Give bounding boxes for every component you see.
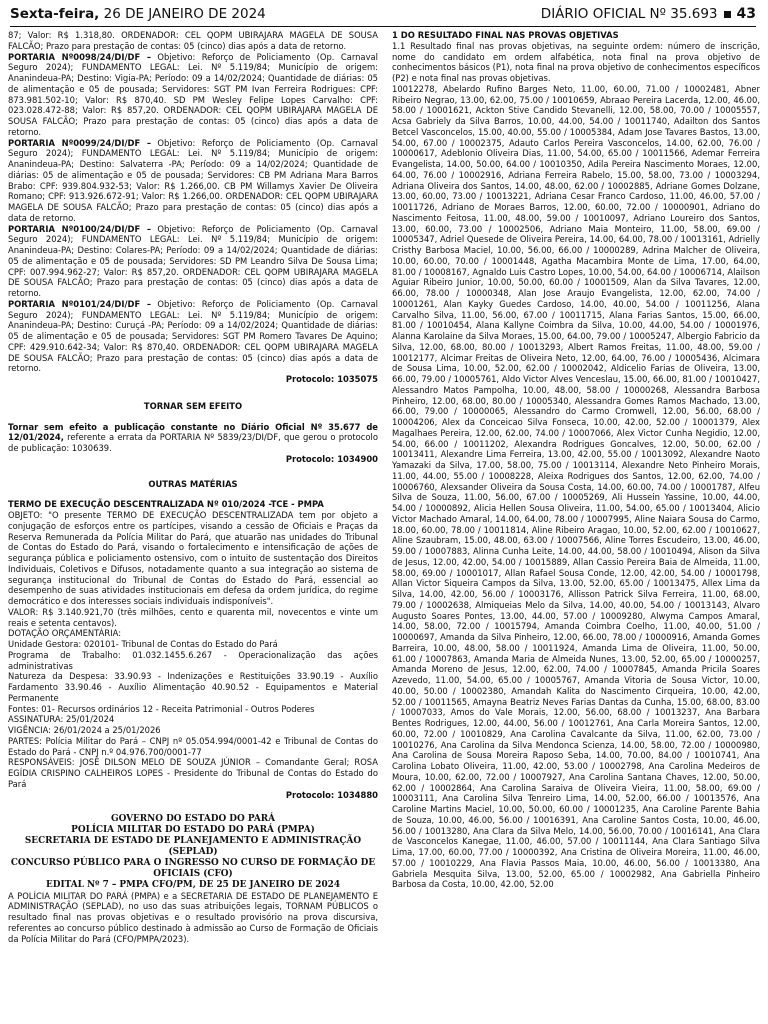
termo-valor: VALOR: R$ 3.140.921,70 (três milhões, cento e quarenta mil, novecentos e vinte um reais e setenta centavos). bbox=[8, 606, 378, 628]
header-journal: DIÁRIO OFICIAL Nº 35.693 bbox=[540, 6, 718, 22]
termo-natureza: Natureza da Despesa: 33.90.93 - Indenizações e Restituições 33.90.19 - Auxílio Fardamento 33.90.46 - Auxílio Alimentação 40.90.52 - Equipamentos e Material Permanente bbox=[8, 671, 378, 703]
edital-body: A POLÍCIA MILITAR DO PARÁ (PMPA) e a SECRETARIA DE ESTADO DE PLANEJAMENTO E ADMINISTRAÇÃO (SEPLAD), no uso das suas atribuições legais, TORNAM PÚBLICOS o resultado final nas provas objetivas e o resultado provisório na prova discursiva, referentes ao concurso público destinado à admissão ao Curso de Formação de Oficiais da Polícia Militar do Pará (CFO/PMPA/2023). bbox=[8, 890, 378, 944]
header-date-text: 26 DE JANEIRO DE 2024 bbox=[99, 6, 266, 22]
portaria-title: PORTARIA Nº0098/24/DI/DF – bbox=[8, 51, 152, 62]
gov-heading-2: POLÍCIA MILITAR DO ESTADO DO PARÁ (PMPA) bbox=[71, 825, 315, 836]
termo-partes: PARTES: Polícia Militar do Pará – CNPJ nº 05.054.994/0001-42 e Tribunal de Contas do Estado do Pará - CNPJ n.º 04.976.700/0001-77 bbox=[8, 735, 378, 757]
portaria-body: Objetivo: Reforço de Policiamento (Op. Carnaval Seguro 2024); FUNDAMENTO LEGAL: Lei. Nº 5.119/84; Município de origem: Ananindeua-PA; Destino: Vigia-PA; Período: 09 a 14/02/2024; Quantidade de diárias: 05 de alimentação e 05 de pousada; Servidores: SGT PM Ivan Ferreira Rodrigues: CPF: 873.981.502-10; Valor: R$ 870,40. SD PM Wesley Felipe Lopes Carvalho: CPF: 023.028.472-88; Valor: R$ 857,20. ORDENADOR: CEL QOPM UBIRAJARA MAGELA DE SOUSA FALCÃO; Prazo para prestação de contas: 05 (cinco) dias após a data de retorno. bbox=[8, 51, 378, 137]
portaria-body: Objetivo: Reforço de Policiamento (Op. Carnaval Seguro 2024); FUNDAMENTO LEGAL: Lei. Nº 5.119/84; Município de origem: Ananindeua-PA; Destino: Salvaterra -PA; Período: 09 a 14/02/2024; Quantidade de diárias: 05 de alimentação e 05 de pousada; Servidores: CB PM Adriana Mara Barros Brabo: CPF: 939.804.932-53; Valor: R$ 1.266,00. CB PM Willamys Xavier De Oliveira Romano; CPF: 913.926.672-91; Valor: R$ 1.266,00. ORDENADOR: CEL QOPM UBIRAJARA MAGELA DE SOUSA FALCÃO; Prazo para prestação de contas: 05 (cinco) dias após a data de retorno. bbox=[8, 137, 378, 223]
portaria-title: PORTARIA Nº0100/24/DI/DF – bbox=[8, 223, 152, 234]
section-intro: 1.1 Resultado final nas provas objetivas, na seguinte ordem: número de inscrição, nome do candidato em ordem alfabética, nota final na prova objetivo de conhecimentos básicos (P1), nota final na prova objetivo de conhecimentos específicos (P2) e nota final nas provas objetivas. bbox=[392, 40, 760, 83]
termo-vigencia: VIGÊNCIA: 26/01/2024 a 25/01/2026 bbox=[8, 725, 161, 735]
header-date bbox=[10, 6, 266, 22]
portaria-0100 bbox=[8, 224, 378, 299]
termo-assinatura: ASSINATURA: 25/01/2024 bbox=[8, 714, 115, 725]
tornar-paragraph bbox=[8, 422, 378, 454]
portaria-body: Objetivo: Reforço de Policiamento (Op. Carnaval Seguro 2024); FUNDAMENTO LEGAL: Lei. Nº 5.119/84; Município de origem: Ananindeua-PA; Destino: Colares-PA; Período: 09 a 14/02/2024; Quantidade de diárias: 05 de alimentação e 05 de pousada; Servidores: SD PM Leandro Silva De Sousa Lima; CPF: 007.994.962-27; Valor: R$ 857,20. ORDENADOR: CEL QOPM UBIRAJARA MAGELA DE SOUSA FALCÃO; Prazo para prestação de contas: 05 (cinco) dias após a data de retorno. bbox=[8, 223, 378, 298]
portaria-0101 bbox=[8, 299, 378, 374]
header-rule bbox=[10, 26, 756, 27]
header-right bbox=[541, 6, 756, 22]
gov-heading-1: GOVERNO DO ESTADO DO PARÁ bbox=[110, 814, 276, 825]
results-list: 10012278, Abelardo Rufino Barges Neto, 11.00, 60.00, 71.00 / 10002481, Abner Ribeiro Negrao, 13.00, 62.00, 75.00 / 10010659, Abraao Pereira Lacerda, 12.00, 46.00, 58.00 / 10001621, Ackton Stive Candido Stevanelli, 12.00, 58.00, 70.00 / 10005557, Acsa Gabriely da Silva Barros, 10.00, 44.00, 54.00 / 10011740, Adailton dos Santos Betcel Vasconcelos, 15.00, 40.00, 55.00 / 10005384, Adam Jose Tavares Bastos, 13.00, 54.00, 67.00 / 10002375, Adauto Carlos Pereira Vasconcelos, 14.00, 62.00, 76.00 / 10000617, Adeblonio Oliveira Dias, 11.00, 54.00, 65.00 / 10011566, Ademar Ferreira Evangelista, 14.00, 50.00, 64.00 / 10010350, Adila Pereira Nascimento Moraes, 12.00, 64.00, 76.00 / 10002916, Adriana Ferreira Rabelo, 15.00, 58.00, 73.00 / 10003294, Adriana Oliveira dos Santos, 14.00, 48.00, 62.00 / 10002885, Adriane Gomes Dolzane, 13.00, 60.00, 73.00 / 10013221, Adriana Cesar Franco Cardoso, 11.00, 46.00, 57.00 / 10011726, Adriano de Moraes Barros, 12.00, 60.00, 72.00 / 10000901, Adriano do Nascimento Feitosa, 11.00, 48.00, 59.00 / 10010097, Adriano Loureiro dos Santos, 13.00, 60.00, 73.00 / 10002506, Adriano Maia Monteiro, 11.00, 58.00, 69.00 / 10005347, Adriel Quesede de Oliveira Pereira, 14.00, 64.00, 78.00 / 10013161, Adrielly Cristhy Barbosa Maciel, 10.00, 56.00, 66.00 / 10000289, Adrina Malcher de Oliveira, 10.00, 60.00, 70.00 / 10001448, Agatha Macambira Monte de Lima, 17.00, 64.00, 81.00 / 10008167, Agnaldo Luis Castro Lopes, 10.00, 54.00, 64.00 / 10006714, Alailson Aguiar Ribeiro Junior, 10.00, 50.00, 60.00 / 10001509, Alan da Silva Tavares, 12.00, 66.00, 78.00 / 10000348, Alan Jose Araujo Evangelista, 12.00, 62.00, 74.00 / 10001261, Alan Kayky Guedes Cardoso, 14.00, 40.00, 54.00 / 10011256, Alana Carvalho Silva, 11.00, 56.00, 67.00 / 10011715, Alana Farias Santos, 15.00, 66.00, 81.00 / 10010454, Alana Kallyne Coimbra da Silva, 10.00, 44.00, 54.00 / 10001976, Alanna Karolaine da Silva Moraes, 15.00, 64.00, 79.00 / 10005247, Albergio Fabricio da Silva, 12.00, 68.00, 80.00 / 10013293, Albert Ramos Freitas, 11.00, 48.00, 59.00 / 10012177, Alcimar Freitas de Oliveira Neto, 12.00, 64.00, 76.00 / 10005436, Alcimara de Sousa Lima, 10.00, 52.00, 62.00 / 10002042, Aldicelio Farias de Oliveira, 13.00, 66.00, 79.00 / 10005761, Aldo Victor Alves Venceslau, 15.00, 66.00, 81.00 / 10010427, Alessandro Matos Pampolha, 10.00, 48.00, 58.00 / 10000268, Alessandra Barbosa Pinheiro, 12.00, 68.00, 80.00 / 10005340, Alessandra Gomes Ramos Machado, 13.00, 66.00, 79.00 / 10000065, Alessandro do Carmo Cromwell, 12.00, 56.00, 68.00 / 10004206, Alex da Conceicao Silva Fonseca, 10.00, 42.00, 52.00 / 10001379, Alex Magalhaes Pereira, 12.00, 62.00, 74.00 / 10007066, Alex Victor Cunha Negidio, 12.00, 54.00, 66.00 / 10011202, Alexandra Rodrigues Goncalves, 12.00, 50.00, 62.00 / 10013411, Alexandre Lima Ferreira, 13.00, 42.00, 55.00 / 10013092, Alexandre Naoto Yamazaki da Silva, 17.00, 58.00, 75.00 / 10013114, Alexandre Neto Pinheiro Morais, 11.00, 44.00, 55.00 / 10008228, Aleixa Rodrigues dos Santos, 12.00, 62.00, 74.00 / 10006760, Alexsander Oliveira da Sousa Costa, 14.00, 60.00, 74.00 / 10001787, Alfeu Silva de Souza, 11.00, 56.00, 67.00 / 10005269, Ali Hussein Yassine, 10.00, 44.00, 54.00 / 10000892, Alicia Hellen Sousa Oliveira, 11.00, 54.00, 65.00 / 10013404, Alicio Victor Machado Amaral, 14.00, 64.00, 78.00 / 10007995, Aline Naiara Sousa do Carmo, 18.00, 60.00, 78.00 / 10011814, Aline Ribeiro Aragao, 10.00, 52.00, 62.00 / 10010627, Aline Szaubram, 15.00, 48.00, 63.00 / 10007566, Aline Torres Escudeiro, 13.00, 46.00, 59.00 / 10007883, Alinna Cunha Leite, 14.00, 44.00, 58.00 / 10010494, Alison da Silva de Jesus, 12.00, 42.00, 54.00 / 10015889, Allan Cassio Pereira Baia de Almeida, 11.00, 58.00, 69.00 / 10001017, Allan Rafael Sousa Conde, 12.00, 42.00, 54.00 / 10001798, Allan Victor Siqueira Campos da Silva, 13.00, 52.00, 65.00 / 10013475, Allex Lima da Silva, 14.00, 42.00, 56.00 / 10003176, Allisson Patrick Silva Ferreira, 11.00, 68.00, 79.00 / 10002638, Almiqueias Melo da Silva, 14.00, 40.00, 54.00 / 10013143, Alvaro Augusto Soares Pontes, 13.00, 44.00, 57.00 / 10009280, Alwyma Campos Amaral, 14.00, 58.00, 72.00 / 10015794, Amanda Coimbra Coelho, 11.00, 40.00, 51.00 / 10000697, Amanda da Silva Pinheiro, 12.00, 66.00, 78.00 / 10000916, Amanda Gomes Barreira, 10.00, 48.00, 58.00 / 10011924, Amanda Lima de Oliveira, 11.00, 50.00, 61.00 / 10007863, Amanda Maria de Almeida Nunes, 13.00, 52.00, 65.00 / 10000257, Amanda Moreno de Jesus, 12.00, 62.00, 74.00 / 10007845, Amanda Pricila Soares Azevedo, 11.00, 54.00, 65.00 / 10005767, Amanda Vitoria de Sousa Victor, 10.00, 40.00, 50.00 / 10002380, Amandah Kalita do Nascimento Cirqueira, 10.00, 42.00, 52.00 / 10011565, Amayna Beatriz Neves Farias Dantas da Cunha, 15.00, 68.00, 83.00 / 10007033, Amos do Vale Morais, 12.00, 56.00, 68.00 / 10013237, Ana Barbara Bentes Rodrigues, 12.00, 44.00, 56.00 / 10012761, Ana Carla Moreira Santos, 12.00, 60.00, 72.00 / 10010829, Ana Carolina Cavalcante da Silva, 11.00, 62.00, 73.00 / 10010276, Ana Carolina da Silva Mendonca Scienza, 14.00, 58.00, 72.00 / 10000980, Ana Carolina de Sousa Moreira Raposo Seba, 14.00, 70.00, 84.00 / 10010741, Ana Carolina Lobato Oliveira, 11.00, 42.00, 53.00 / 10002798, Ana Carolina Medeiros de Moura, 10.00, 62.00, 72.00 / 10007927, Ana Carolina Santana Chaves, 12.00, 50.00, 62.00 / 10002864, Ana Carolina Saraiva de Oliveira Vieira, 11.00, 58.00, 69.00 / 10003111, Ana Carolina Silva Tenreiro Lima, 14.00, 52.00, 66.00 / 10013576, Ana Caroline Martins Maciel, 10.00, 50.00, 60.00 / 10001235, Ana Caroline Parente Bahia de Souza, 10.00, 46.00, 56.00 / 10016391, Ana Caroline Santos Costa, 10.00, 46.00, 56.00 / 10013280, Ana Clara da Silva Melo, 14.00, 56.00, 70.00 / 10016141, Ana Clara de Vasconcelos Kanegae, 11.00, 46.00, 57.00 / 10011144, Ana Clara Santiago Silva Lima, 17.00, 60.00, 77.00 / 10000392, Ana Cristina de Oliveira Moreira, 11.00, 46.00, 57.00 / 10010229, Ana Flavia Passos Maia, 10.00, 46.00, 56.00 / 10013380, Ana Gabriela Mesquita Silva, 13.00, 52.00, 65.00 / 10002982, Ana Gabriella Pinheiro Barbosa da Costa, 10.00, 42.00, 52.00 bbox=[392, 83, 760, 890]
protocol-1: Protocolo: 1035075 bbox=[285, 374, 378, 384]
header-weekday: Sexta-feira, bbox=[10, 6, 100, 22]
portaria-tail: 87; Valor: R$ 1.318,80. ORDENADOR: CEL QOPM UBIRAJARA MAGELA DE SOUSA FALCÃO; Prazo para prestação de contas: 05 (cinco) dias após a data de retorno. bbox=[8, 30, 378, 51]
tornar-bold: Tornar sem efeito a publicação constante no Diário Oficial Nº 35.677 de 12/01/2024, bbox=[8, 421, 378, 443]
page-number: 43 bbox=[736, 6, 756, 22]
square-bullet-icon bbox=[724, 11, 731, 18]
termo-unidade: Unidade Gestora: 020101- Tribunal de Contas do Estado do Pará bbox=[8, 639, 278, 649]
portaria-title: PORTARIA Nº0101/24/DI/DF – bbox=[8, 298, 152, 309]
gov-heading-3: SECRETARIA DE ESTADO DE PLANEJAMENTO E ADMINISTRAÇÃO (SEPLAD) bbox=[24, 836, 362, 857]
termo-objeto: OBJETO: "O presente TERMO DE EXECUÇÃO DESCENTRALIZADA tem por objeto a conjugação de esforços entre os partícipes, visando a cessão de Oficiais e Praças da Reserva Remunerada da Polícia Militar do Pará, que atuarão nas unidades do Tribunal de Contas do Estado do Pará, visando o fortalecimento e intensificação de ações de segurança pública e policiamento ostensivo, com o intuito de sustentação dos Direitos Individuais, Coletivos e Difusos, notadamente quanto a sua integração ao sistema de segurança institucional do Tribunal de Contas do Estado do Pará, essencial ao desempenho de suas atividades institucionais em defesa da ordem jurídica, do regime democrático e dos interesses sociais individuais indisponíveis". bbox=[8, 510, 378, 606]
termo-responsaveis: RESPONSÁVEIS: JOSÉ DILSON MELO DE SOUZA JÚNIOR – Comandante Geral; ROSA EGÍDIA CRISPINO CALHEIROS LOPES - Presidente do Tribunal de Contas do Estado do Pará bbox=[8, 757, 378, 789]
protocol-3: Protocolo: 1034880 bbox=[285, 789, 378, 800]
termo-title: TERMO DE EXECUÇÃO DESCENTRALIZADA Nº 010/2024 -TCE - PMPA bbox=[8, 499, 324, 510]
portaria-body: Objetivo: Reforço de Policiamento (Op. Carnaval Seguro 2024); FUNDAMENTO LEGAL: Lei. Nº 5.119/84; Município de origem: Ananindeua-PA; Destino: Curuçá -PA; Período: 09 a 14/02/2024; Quantidade de diárias: 05 de alimentação e 05 de pousada; Servidores: SGT PM Romero Tavares De Aquino; CPF: 429.910.642-34; Valor: R$ 870,40. ORDENADOR: CEL QOPM UBIRAJARA MAGELA DE SOUSA FALCÃO; Prazo para prestação de contas: 05 (cinco) dias após a data de retorno. bbox=[8, 298, 378, 374]
protocol-2: Protocolo: 1034900 bbox=[285, 453, 378, 464]
termo-fontes: Fontes: 01- Recursos ordinários 12 - Receita Patrimonial - Outros Poderes bbox=[8, 703, 315, 714]
page-header bbox=[10, 4, 756, 24]
gov-heading-4: CONCURSO PÚBLICO PARA O INGRESSO NO CURSO DE FORMAÇÃO DE OFICIAIS (CFO) bbox=[10, 857, 376, 879]
tornar-body: referente a errata da PORTARIA Nº 5839/23/DI/DF, que gerou o protocolo de publicação: 1030639. bbox=[8, 432, 378, 453]
portaria-0098 bbox=[8, 52, 378, 138]
right-column bbox=[392, 30, 760, 1022]
termo-programa: Programa de Trabalho: 01.032.1455.6.267 - Operacionalização das ações administrativas bbox=[8, 649, 378, 671]
left-column bbox=[8, 30, 378, 1022]
heading-outras-materias: OUTRAS MATÉRIAS bbox=[148, 478, 238, 489]
section-heading: 1 DO RESULTADO FINAL NAS PROVAS OBJETIVAS bbox=[392, 30, 619, 40]
termo-dotacao: DOTAÇÃO ORÇAMENTÁRIA: bbox=[8, 628, 122, 639]
portaria-0099 bbox=[8, 138, 378, 224]
heading-tornar-sem-efeito: TORNAR SEM EFEITO bbox=[143, 400, 243, 411]
edital-title: EDITAL Nº 7 – PMPA CFO/PM, DE 25 DE JANEIRO DE 2024 bbox=[46, 879, 340, 890]
portaria-title: PORTARIA Nº0099/24/DI/DF – bbox=[8, 137, 152, 148]
